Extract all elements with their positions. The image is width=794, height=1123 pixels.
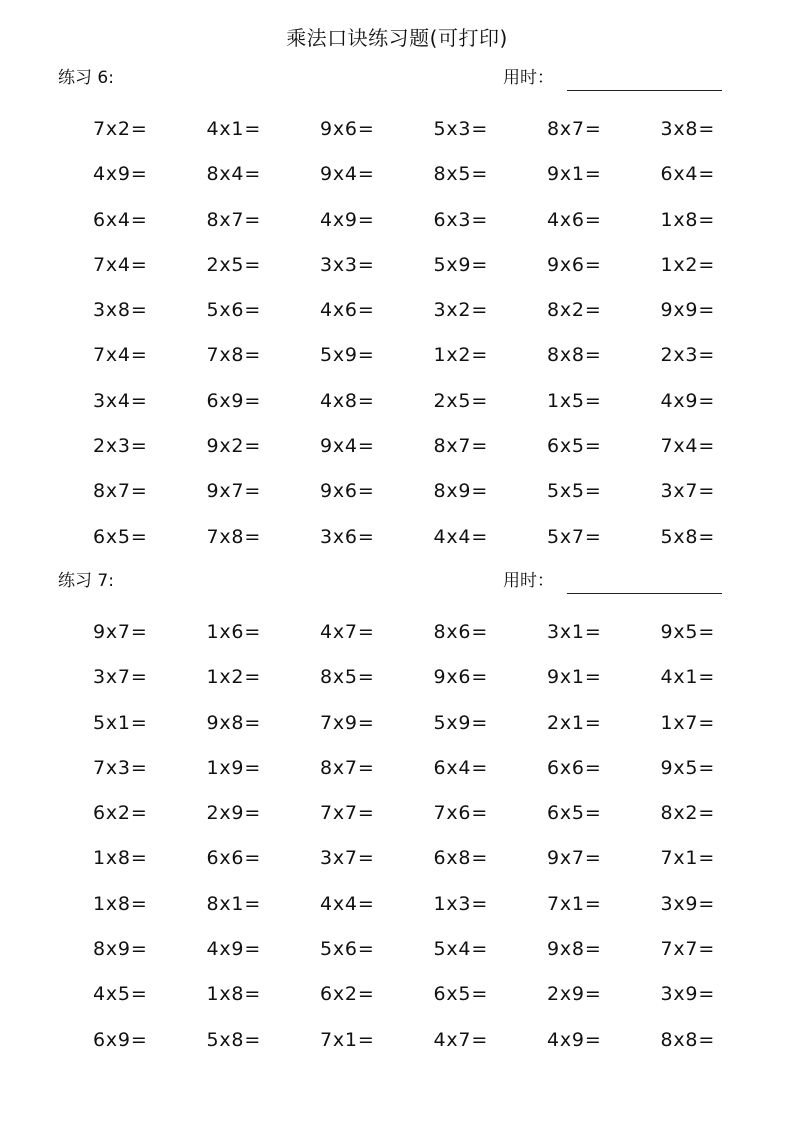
exercise-section-7: [0, 567, 794, 1051]
multiplication-problem: 3x2=: [433, 299, 489, 322]
multiplication-problem: 8x7=: [433, 435, 489, 458]
multiplication-problem: 1x8=: [93, 847, 148, 870]
multiplication-problem: 6x2=: [93, 802, 148, 825]
multiplication-problem: 6x4=: [660, 163, 716, 186]
multiplication-problem: 8x7=: [206, 208, 262, 231]
multiplication-problem: 7x1=: [660, 847, 716, 870]
multiplication-problem: 7x6=: [433, 802, 489, 825]
multiplication-problem: 4x4=: [433, 525, 489, 548]
multiplication-problem: 6x6=: [547, 756, 602, 779]
problem-row: [93, 340, 743, 385]
multiplication-problem: 5x4=: [433, 938, 489, 961]
multiplication-problem: 9x4=: [320, 435, 375, 458]
multiplication-problem: 3x7=: [660, 480, 716, 503]
multiplication-problem: 9x7=: [93, 621, 148, 643]
multiplication-problem: 6x6=: [206, 847, 262, 870]
multiplication-problem: 9x8=: [206, 711, 262, 734]
problem-row: [93, 934, 743, 979]
multiplication-problem: 1x7=: [660, 711, 716, 734]
multiplication-problem: 8x7=: [547, 118, 602, 140]
multiplication-problem: 4x9=: [547, 1028, 602, 1051]
multiplication-problem: 4x1=: [206, 118, 262, 140]
multiplication-problem: 1x5=: [547, 389, 602, 412]
multiplication-problem: 8x5=: [320, 666, 375, 689]
multiplication-problem: 8x2=: [547, 299, 602, 322]
multiplication-problem: 4x5=: [93, 983, 148, 1006]
problem-row: [93, 1025, 743, 1070]
multiplication-problem: 4x9=: [206, 938, 262, 961]
time-field: [503, 569, 723, 595]
multiplication-problem: 9x2=: [206, 435, 262, 458]
multiplication-problem: 4x9=: [93, 163, 148, 186]
section-header: [0, 64, 794, 94]
exercise-section-6: [0, 64, 794, 548]
multiplication-problem: 3x3=: [320, 253, 375, 276]
multiplication-problem: 6x9=: [93, 1028, 148, 1051]
multiplication-problem: 7x7=: [320, 802, 375, 825]
multiplication-problem: 5x9=: [320, 344, 375, 367]
multiplication-problem: 9x6=: [433, 666, 489, 689]
section-header: [0, 567, 794, 597]
multiplication-problem: 2x5=: [433, 389, 489, 412]
multiplication-problem: 5x5=: [547, 480, 602, 503]
multiplication-problem: 9x6=: [320, 480, 375, 503]
multiplication-problem: 8x1=: [206, 892, 262, 915]
multiplication-problem: 9x6=: [547, 253, 602, 276]
multiplication-problem: 1x8=: [93, 892, 148, 915]
multiplication-problem: 9x7=: [206, 480, 262, 503]
multiplication-problem: 8x8=: [547, 344, 602, 367]
problem-row: [93, 476, 743, 521]
problem-row: [93, 114, 743, 159]
multiplication-problem: 9x7=: [547, 847, 602, 870]
multiplication-problem: 9x1=: [547, 666, 602, 689]
multiplication-problem: 5x9=: [433, 711, 489, 734]
problem-row: [93, 522, 743, 567]
problem-row: [93, 708, 743, 753]
multiplication-problem: 1x3=: [433, 892, 489, 915]
multiplication-problem: 9x8=: [547, 938, 602, 961]
multiplication-problem: 9x5=: [660, 621, 716, 643]
multiplication-problem: 4x9=: [320, 208, 375, 231]
multiplication-problem: 8x8=: [660, 1028, 716, 1051]
multiplication-problem: 6x8=: [433, 847, 489, 870]
multiplication-problem: 8x7=: [320, 756, 375, 779]
multiplication-problem: 8x6=: [433, 621, 489, 643]
multiplication-problem: 2x5=: [206, 253, 262, 276]
time-answer-line: [567, 593, 722, 594]
section-label: 练习 7:: [58, 571, 114, 591]
multiplication-problem: 2x3=: [93, 435, 148, 458]
multiplication-problem: 5x8=: [660, 525, 716, 548]
time-answer-line: [567, 90, 722, 91]
multiplication-problem: 6x3=: [433, 208, 489, 231]
time-label: 用时：: [503, 571, 554, 591]
multiplication-problem: 6x4=: [433, 756, 489, 779]
multiplication-problem: 6x5=: [433, 983, 489, 1006]
multiplication-problem: 4x7=: [433, 1028, 489, 1051]
multiplication-problem: 3x1=: [547, 621, 602, 643]
problem-row: [93, 662, 743, 707]
multiplication-problem: 7x4=: [660, 435, 716, 458]
multiplication-problem: 6x5=: [547, 435, 602, 458]
multiplication-problem: 1x8=: [660, 208, 716, 231]
time-field: [503, 66, 723, 92]
multiplication-problem: 4x8=: [320, 389, 375, 412]
problem-row: [93, 295, 743, 340]
page-title: 乘法口诀练习题(可打印): [286, 26, 508, 50]
multiplication-problem: 7x4=: [93, 253, 148, 276]
multiplication-problem: 7x1=: [320, 1028, 375, 1051]
problem-row: [93, 431, 743, 476]
multiplication-problem: 2x1=: [547, 711, 602, 734]
multiplication-problem: 7x3=: [93, 756, 148, 779]
multiplication-problem: 4x6=: [320, 299, 375, 322]
multiplication-problem: 4x9=: [660, 389, 716, 412]
multiplication-problem: 9x5=: [660, 756, 716, 779]
multiplication-problem: 4x6=: [547, 208, 602, 231]
multiplication-problem: 7x7=: [660, 938, 716, 961]
multiplication-problem: 9x1=: [547, 163, 602, 186]
multiplication-problem: 8x4=: [206, 163, 262, 186]
multiplication-problem: 3x7=: [320, 847, 375, 870]
multiplication-problem: 3x9=: [660, 983, 716, 1006]
problem-row: [93, 250, 743, 295]
multiplication-problem: 8x7=: [93, 480, 148, 503]
problem-row: [93, 386, 743, 431]
multiplication-problem: 1x2=: [660, 253, 716, 276]
multiplication-problem: 8x2=: [660, 802, 716, 825]
multiplication-problem: 1x6=: [206, 621, 262, 643]
multiplication-problem: 7x2=: [93, 118, 148, 140]
multiplication-problem: 9x4=: [320, 163, 375, 186]
multiplication-problem: 5x9=: [433, 253, 489, 276]
multiplication-problem: 7x1=: [547, 892, 602, 915]
multiplication-problem: 9x6=: [320, 118, 375, 140]
multiplication-problem: 3x6=: [320, 525, 375, 548]
multiplication-problem: 2x3=: [660, 344, 716, 367]
multiplication-problem: 7x4=: [93, 344, 148, 367]
time-label: 用时：: [503, 68, 554, 88]
multiplication-problem: 1x8=: [206, 983, 262, 1006]
multiplication-problem: 6x9=: [206, 389, 262, 412]
problem-grid: [93, 114, 743, 567]
multiplication-problem: 1x9=: [206, 756, 262, 779]
multiplication-problem: 5x1=: [93, 711, 148, 734]
multiplication-problem: 8x9=: [93, 938, 148, 961]
problem-row: [93, 205, 743, 250]
multiplication-problem: 1x2=: [206, 666, 262, 689]
multiplication-problem: 6x2=: [320, 983, 375, 1006]
multiplication-problem: 3x7=: [93, 666, 148, 689]
multiplication-problem: 5x6=: [206, 299, 262, 322]
problem-row: [93, 159, 743, 204]
multiplication-problem: 8x5=: [433, 163, 489, 186]
multiplication-problem: 3x8=: [93, 299, 148, 322]
multiplication-problem: 5x6=: [320, 938, 375, 961]
multiplication-problem: 5x8=: [206, 1028, 262, 1051]
multiplication-problem: 4x7=: [320, 621, 375, 643]
multiplication-problem: 3x9=: [660, 892, 716, 915]
problem-row: [93, 617, 743, 662]
multiplication-problem: 4x1=: [660, 666, 716, 689]
problem-row: [93, 753, 743, 798]
multiplication-problem: 6x5=: [547, 802, 602, 825]
problem-row: [93, 889, 743, 934]
multiplication-problem: 9x9=: [660, 299, 716, 322]
multiplication-problem: 4x4=: [320, 892, 375, 915]
section-label: 练习 6:: [58, 68, 114, 88]
multiplication-problem: 6x5=: [93, 525, 148, 548]
multiplication-problem: 3x8=: [660, 118, 716, 140]
multiplication-problem: 5x7=: [547, 525, 602, 548]
problem-row: [93, 798, 743, 843]
multiplication-problem: 6x4=: [93, 208, 148, 231]
multiplication-problem: 3x4=: [93, 389, 148, 412]
multiplication-problem: 7x8=: [206, 344, 262, 367]
multiplication-problem: 7x8=: [206, 525, 262, 548]
multiplication-problem: 7x9=: [320, 711, 375, 734]
multiplication-problem: 8x9=: [433, 480, 489, 503]
multiplication-problem: 5x3=: [433, 118, 489, 140]
problem-grid: [93, 617, 743, 1070]
multiplication-problem: 2x9=: [547, 983, 602, 1006]
problem-row: [93, 843, 743, 888]
problem-row: [93, 979, 743, 1024]
multiplication-problem: 2x9=: [206, 802, 262, 825]
multiplication-problem: 1x2=: [433, 344, 489, 367]
